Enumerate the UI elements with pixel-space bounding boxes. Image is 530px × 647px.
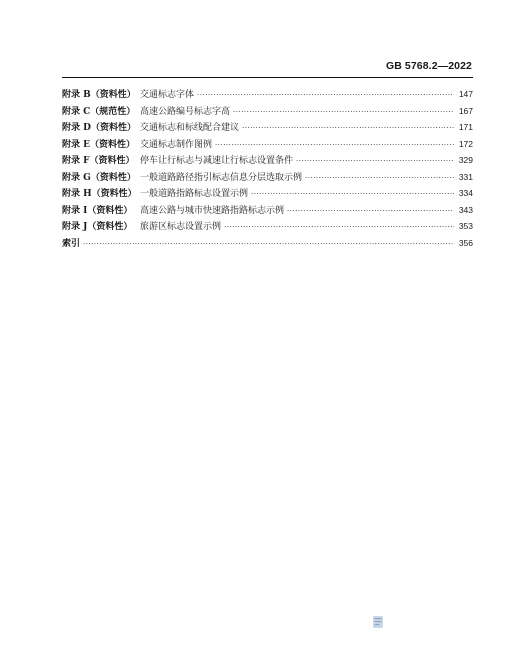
toc-entry-label: 附录 F（资料性） xyxy=(62,156,135,166)
toc-entry-label: 附录 G（资料性） xyxy=(62,172,136,183)
toc-entry-label: 附录 C（规范性） xyxy=(62,106,136,117)
toc-entry-page: 343 xyxy=(458,204,473,215)
toc-entry-appendix-h[interactable] xyxy=(62,185,473,202)
toc-entry-title: 索引 xyxy=(62,238,81,249)
dot-leader xyxy=(233,104,454,121)
dot-leader xyxy=(287,203,454,220)
toc-entry-title: 交通标志制作图例 xyxy=(140,139,213,150)
standard-code: GB 5768.2—2022 xyxy=(385,60,472,72)
toc-entry-title: 旅游区标志设置示例 xyxy=(140,222,222,232)
toc-entry-page: 356 xyxy=(458,237,473,248)
dot-leader xyxy=(224,219,454,236)
toc-entry-label: 附录 I（资料性） xyxy=(62,205,133,216)
toc-entry-title: 一般道路路径指引标志信息分层选取示例 xyxy=(140,172,303,183)
dot-leader xyxy=(251,186,454,203)
header-divider xyxy=(62,77,473,78)
toc-entry-label: 附录 B（资料性） xyxy=(62,90,136,100)
toc-entry-title: 高速公路编号标志字高 xyxy=(140,106,231,117)
toc-entry-page: 329 xyxy=(458,155,473,165)
table-of-contents xyxy=(62,86,473,251)
toc-entry-appendix-d[interactable] xyxy=(62,119,473,136)
toc-entry-appendix-b[interactable] xyxy=(62,86,473,103)
toc-entry-page: 331 xyxy=(458,171,473,182)
small-stamp-icon xyxy=(372,614,384,628)
dot-leader xyxy=(83,236,454,253)
toc-entry-title: 交通标志字体 xyxy=(140,90,195,100)
toc-entry-index[interactable] xyxy=(62,235,473,252)
dot-leader xyxy=(242,120,454,137)
toc-entry-title: 高速公路与城市快速路指路标志示例 xyxy=(140,205,285,216)
toc-entry-title: 停车让行标志与减速让行标志设置条件 xyxy=(140,156,294,166)
dot-leader xyxy=(215,137,454,154)
toc-entry-page: 334 xyxy=(458,188,473,198)
toc-entry-page: 147 xyxy=(458,89,473,99)
toc-entry-label: 附录 E（资料性） xyxy=(62,139,135,150)
toc-entry-page: 172 xyxy=(458,138,473,149)
toc-entry-appendix-e[interactable] xyxy=(62,136,473,153)
toc-entry-label: 附录 D（资料性） xyxy=(62,123,136,133)
toc-entry-page: 167 xyxy=(458,105,473,116)
toc-entry-label: 附录 H（资料性） xyxy=(62,189,137,199)
toc-entry-title: 一般道路指路标志设置示例 xyxy=(140,189,249,199)
toc-entry-appendix-i[interactable] xyxy=(62,202,473,219)
toc-entry-page: 171 xyxy=(458,122,473,132)
dot-leader xyxy=(305,170,454,187)
dot-leader xyxy=(197,87,454,104)
toc-entry-appendix-f[interactable] xyxy=(62,152,473,169)
toc-entry-appendix-j[interactable] xyxy=(62,218,473,235)
toc-entry-label: 附录 J（资料性） xyxy=(62,222,133,232)
toc-entry-appendix-g[interactable] xyxy=(62,169,473,186)
toc-entry-title: 交通标志和标线配合建议 xyxy=(140,123,240,133)
dot-leader xyxy=(296,153,454,170)
toc-entry-appendix-c[interactable] xyxy=(62,103,473,120)
toc-entry-page: 353 xyxy=(458,221,473,231)
